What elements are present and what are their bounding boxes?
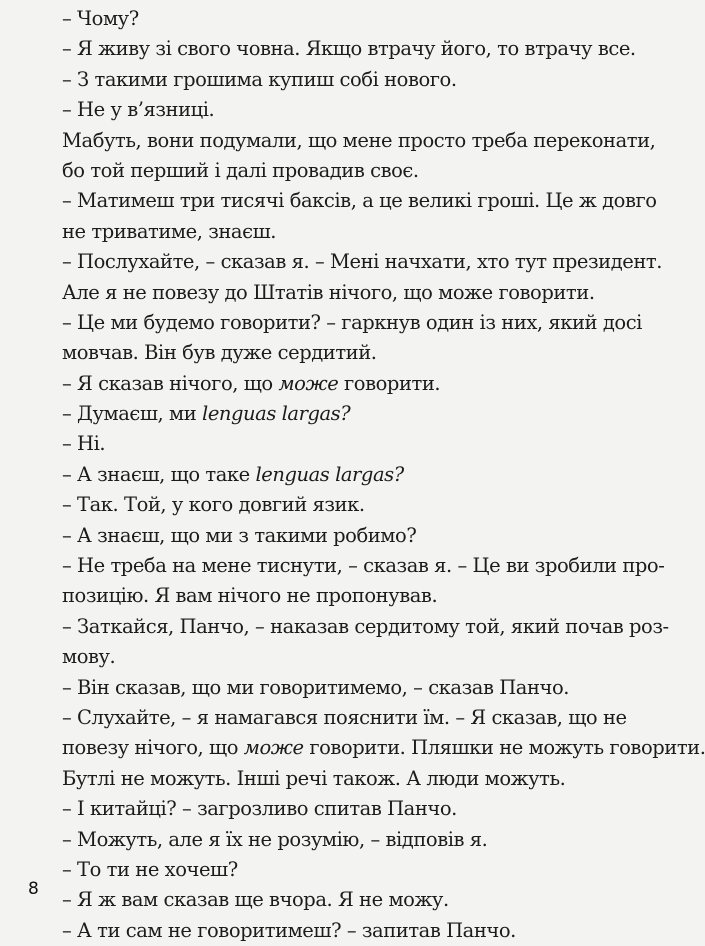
text-line: позицію. Я вам нічого не пропонував. bbox=[62, 584, 438, 608]
text-line: – Я сказав нічого, що може говорити. bbox=[62, 371, 441, 395]
text-line: – А ти сам не говоритимеш? – запитав Панчо. bbox=[62, 918, 516, 942]
text-line: не триватиме, знаєш. bbox=[62, 219, 277, 243]
text-line: – З такими грошима купиш собі нового. bbox=[62, 67, 457, 91]
text-line: – Я живу зі свого човна. Якщо втрачу його, то втрачу все. bbox=[62, 37, 636, 61]
text-line: – А знаєш, що таке lenguas largas? bbox=[62, 462, 404, 486]
text-line: – Це ми будемо говорити? – гаркнув один із них, який досі bbox=[62, 310, 642, 334]
text-line: мову. bbox=[62, 645, 116, 669]
text-line: – Не у в’язниці. bbox=[62, 98, 215, 122]
text-line: – Матимеш три тисячі баксів, а це великі гроші. Це ж довго bbox=[62, 189, 657, 213]
body-text bbox=[62, 0, 705, 946]
text-line: – Думаєш, ми lenguas largas? bbox=[62, 402, 351, 426]
text-line: – То ти не хочеш? bbox=[62, 857, 238, 881]
text-line: – Ні. bbox=[62, 432, 106, 456]
text-line: – Він сказав, що ми говоритимемо, – сказав Панчо. bbox=[62, 675, 569, 699]
text-line: Мабуть, вони подумали, що мене просто треба переконати, bbox=[62, 128, 656, 152]
text-line: – Заткайся, Панчо, – наказав сердитому той, який почав роз- bbox=[62, 614, 669, 638]
text-line: Бутлі не можуть. Інші речі також. А люди можуть. bbox=[62, 766, 566, 790]
page-number: 8 bbox=[28, 879, 39, 899]
text-line: – А знаєш, що ми з такими робимо? bbox=[62, 523, 417, 547]
text-line: Але я не повезу до Штатів нічого, що може говорити. bbox=[62, 280, 595, 304]
text-line: бо той перший і далі провадив своє. bbox=[62, 158, 419, 182]
text-line: – Послухайте, – сказав я. – Мені начхати, хто тут президент. bbox=[62, 250, 662, 274]
text-line: повезу нічого, що може говорити. Пляшки не можуть говорити. bbox=[62, 736, 705, 760]
text-line: – Так. Той, у кого довгий язик. bbox=[62, 493, 365, 517]
text-line: – Чому? bbox=[62, 7, 139, 30]
text-line: – Не треба на мене тиснути, – сказав я. – Це ви зробили про- bbox=[62, 554, 665, 578]
text-line: – Можуть, але я їх не розумію, – відповів я. bbox=[62, 827, 488, 851]
text-line: – Я ж вам сказав ще вчора. Я не можу. bbox=[62, 888, 449, 912]
text-line: – І китайці? – загрозливо спитав Панчо. bbox=[62, 797, 457, 821]
text-line: мовчав. Він був дуже сердитий. bbox=[62, 341, 377, 365]
text-line: – Слухайте, – я намагався пояснити їм. – Я сказав, що не bbox=[62, 705, 627, 729]
